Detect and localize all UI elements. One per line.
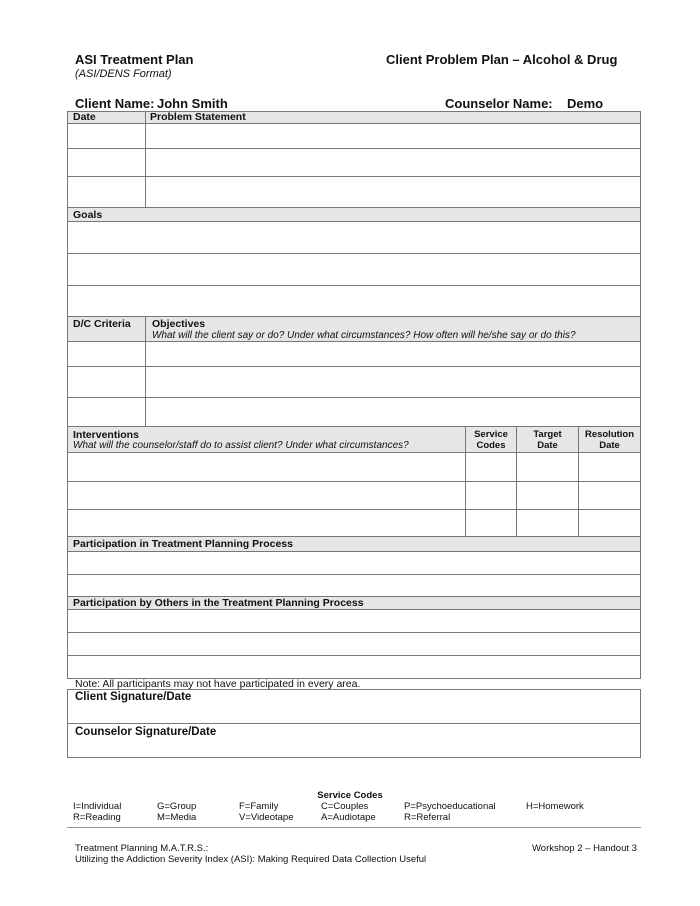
problem-date-cell-3[interactable] xyxy=(68,177,145,207)
interventions-header: Interventions xyxy=(73,429,139,441)
intervention-cell-1[interactable] xyxy=(68,453,465,481)
counselor-signature-field[interactable] xyxy=(68,740,640,757)
resolution-date-header xyxy=(579,429,640,451)
service-code-cell-2[interactable] xyxy=(466,482,516,509)
service-code-media: M=Media xyxy=(157,812,197,823)
service-codes-header-line1: Service xyxy=(474,429,508,440)
service-codes-title: Service Codes xyxy=(317,790,383,801)
service-codes-header xyxy=(466,429,516,451)
objective-cell-1[interactable] xyxy=(146,342,640,366)
counselor-name-label: Counselor Name: xyxy=(445,96,553,111)
counselor-signature-label: Counselor Signature/Date xyxy=(75,726,217,738)
signature-divider xyxy=(67,723,641,724)
footer-divider xyxy=(67,827,641,828)
resolution-date-header-line2: Date xyxy=(599,440,620,451)
service-code-audiotape: A=Audiotape xyxy=(321,812,376,823)
objective-cell-2[interactable] xyxy=(146,367,640,397)
dc-criteria-cell-3[interactable] xyxy=(68,398,145,426)
objectives-prompt: What will the client say or do? Under what circumstances? How often will he/she say or do this? xyxy=(152,330,576,341)
counselor-name-value: Demo xyxy=(567,96,604,111)
goal-cell-3[interactable] xyxy=(68,286,640,316)
target-date-header-line2: Date xyxy=(537,440,558,451)
service-code-videotape: V=Videotape xyxy=(239,812,294,823)
service-code-individual: I=Individual xyxy=(73,801,122,812)
footer-line-2: Utilizing the Addiction Severity Index (ASI): Making Required Data Collection Useful xyxy=(75,854,427,865)
service-code-couples: C=Couples xyxy=(321,801,369,812)
target-date-header-line1: Target xyxy=(533,429,562,440)
participation-others-cell-3[interactable] xyxy=(68,656,640,678)
service-code-referral: R=Referral xyxy=(404,812,451,823)
problem-date-cell-2[interactable] xyxy=(68,149,145,176)
service-code-group: G=Group xyxy=(157,801,197,812)
target-date-cell-2[interactable] xyxy=(517,482,578,509)
goal-cell-2[interactable] xyxy=(68,254,640,285)
intervention-cell-2[interactable] xyxy=(68,482,465,509)
problem-statement-cell-1[interactable] xyxy=(146,124,640,148)
resolution-date-cell-3[interactable] xyxy=(579,510,640,536)
problem-plan-title: Client Problem Plan – Alcohol & Drug xyxy=(386,52,618,67)
problem-statement-header: Problem Statement xyxy=(150,111,246,123)
plan-title: ASI Treatment Plan xyxy=(75,52,194,67)
resolution-date-cell-2[interactable] xyxy=(579,482,640,509)
problem-date-cell-1[interactable] xyxy=(68,124,145,148)
participation-others-header: Participation by Others in the Treatment Planning Process xyxy=(73,597,364,609)
footer-handout: Workshop 2 – Handout 3 xyxy=(532,843,637,854)
client-name-value: John Smith xyxy=(157,96,228,111)
resolution-date-header-line1: Resolution xyxy=(584,429,635,440)
client-name-label: Client Name: xyxy=(75,96,155,111)
dc-criteria-cell-2[interactable] xyxy=(68,367,145,397)
service-codes-header-line2: Codes xyxy=(476,440,506,451)
goals-header-row xyxy=(68,208,640,221)
resolution-date-cell-1[interactable] xyxy=(579,453,640,481)
service-code-family: F=Family xyxy=(239,801,279,812)
participation-cell-1[interactable] xyxy=(68,552,640,574)
dc-criteria-header: D/C Criteria xyxy=(73,318,131,330)
form-border-right xyxy=(640,111,641,679)
objectives-header: Objectives xyxy=(152,318,206,330)
goal-cell-1[interactable] xyxy=(68,222,640,253)
service-codes-legend xyxy=(73,801,584,823)
service-code-reading: R=Reading xyxy=(73,812,121,823)
target-date-cell-3[interactable] xyxy=(517,510,578,536)
dc-criteria-cell-1[interactable] xyxy=(68,342,145,366)
service-code-cell-1[interactable] xyxy=(466,453,516,481)
participation-note: Note: All participants may not have participated in every area. xyxy=(75,678,361,690)
footer-line-1: Treatment Planning M.A.T.R.S.: xyxy=(75,843,209,854)
objective-cell-3[interactable] xyxy=(146,398,640,426)
service-codes-row-1 xyxy=(73,801,584,812)
target-date-cell-1[interactable] xyxy=(517,453,578,481)
participation-others-cell-2[interactable] xyxy=(68,633,640,655)
participation-header: Participation in Treatment Planning Process xyxy=(73,538,293,550)
service-codes-row-2 xyxy=(73,812,584,823)
goals-header: Goals xyxy=(73,209,103,221)
service-code-homework: H=Homework xyxy=(526,801,584,812)
target-date-header xyxy=(517,429,578,451)
participation-others-cell-1[interactable] xyxy=(68,610,640,632)
client-signature-field[interactable] xyxy=(68,705,640,723)
service-code-psychoeducational: P=Psychoeducational xyxy=(404,801,496,812)
problem-statement-cell-2[interactable] xyxy=(146,149,640,176)
participation-cell-2[interactable] xyxy=(68,575,640,596)
client-signature-label: Client Signature/Date xyxy=(75,691,192,703)
interventions-prompt: What will the counselor/staff do to assist client? Under what circumstances? xyxy=(73,440,409,451)
plan-subtitle: (ASI/DENS Format) xyxy=(75,68,172,80)
date-column-header: Date xyxy=(73,111,96,123)
service-code-cell-3[interactable] xyxy=(466,510,516,536)
intervention-cell-3[interactable] xyxy=(68,510,465,536)
problem-statement-cell-3[interactable] xyxy=(146,177,640,207)
